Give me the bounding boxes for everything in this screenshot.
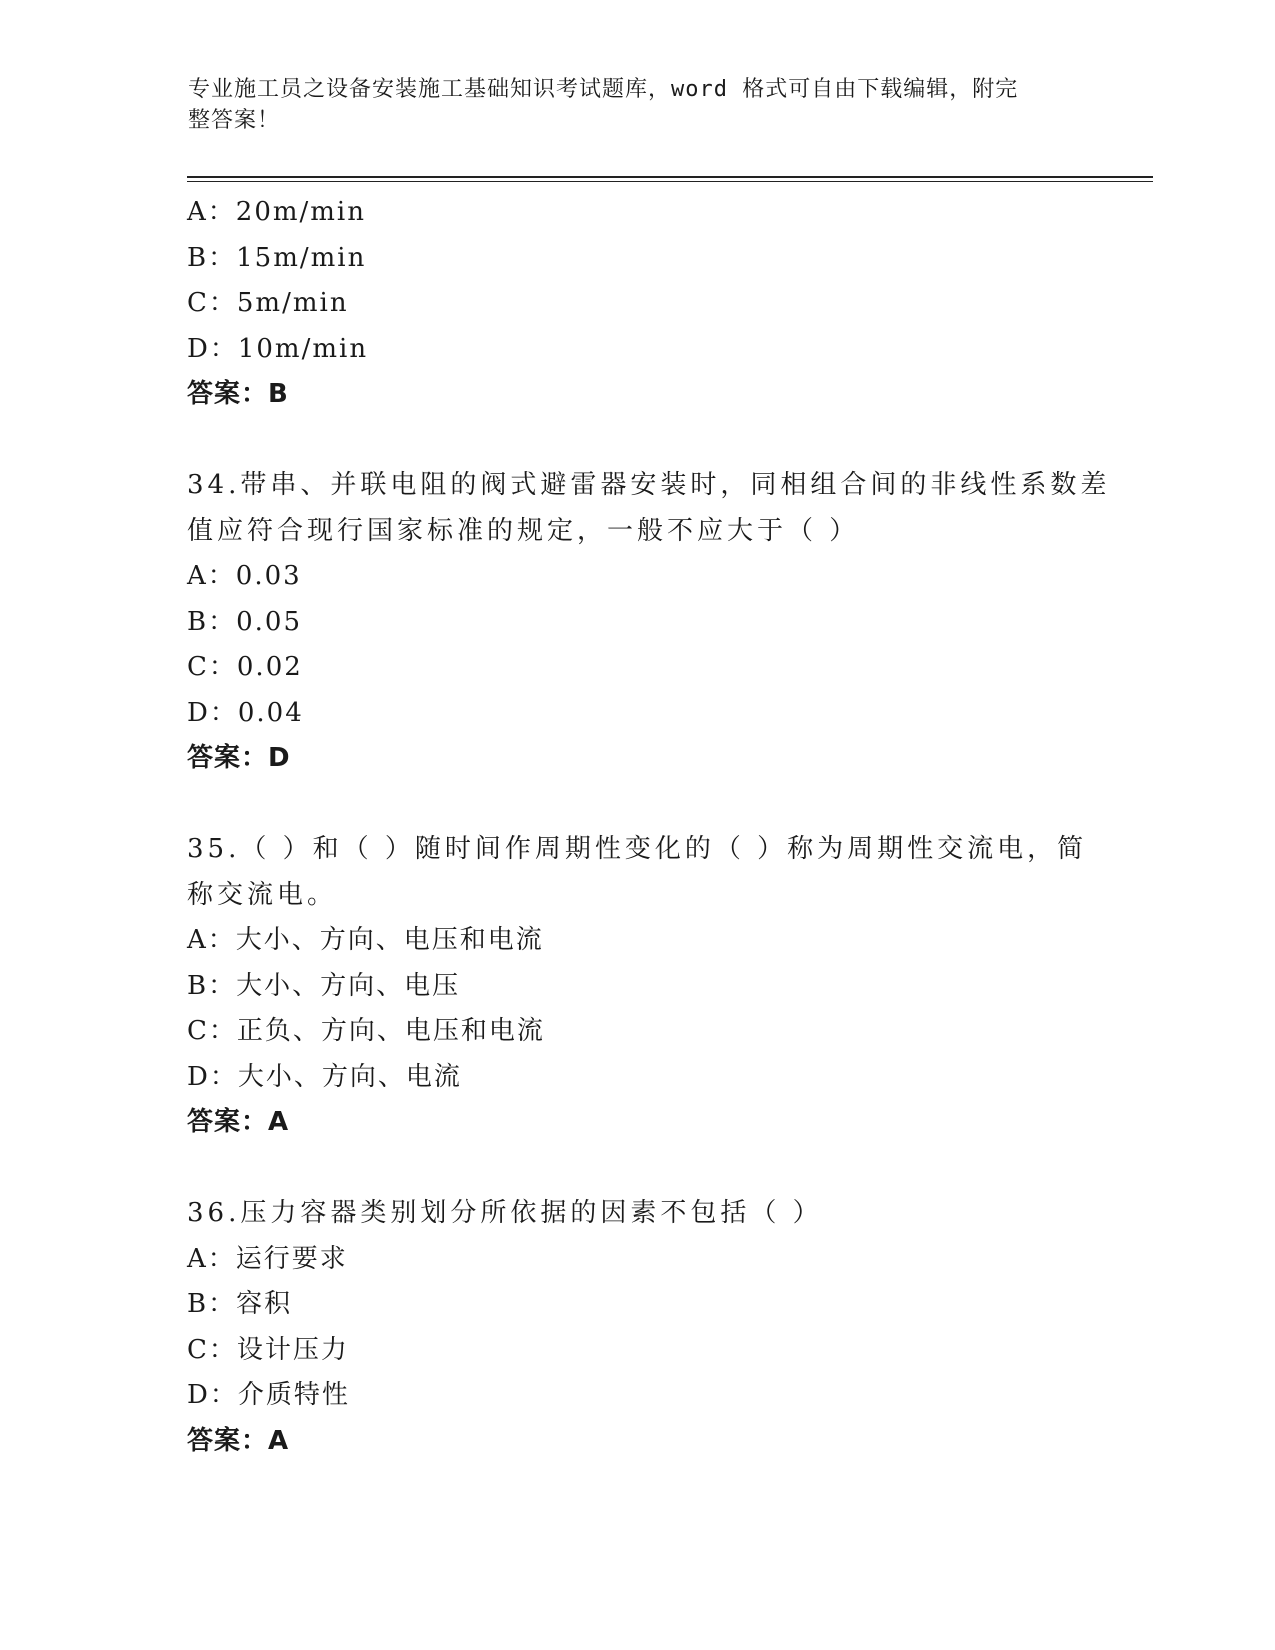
option-b: B：15m/min (187, 242, 367, 273)
option-d: D：0.04 (187, 697, 304, 728)
option-d: D：10m/min (187, 333, 369, 364)
question-35 (187, 827, 1087, 1146)
option-c: C：0.02 (187, 652, 303, 682)
spacer (187, 1146, 1087, 1192)
question-list (187, 190, 1111, 1464)
option-c: C：正负、方向、电压和电流 (187, 1016, 545, 1046)
option-b: B：0.05 (187, 606, 302, 637)
question-34 (187, 463, 1111, 782)
option-d: D：大小、方向、电流 (187, 1061, 462, 1092)
option-b: B：容积 (187, 1289, 293, 1319)
spacer (187, 782, 1087, 828)
spacer (187, 418, 1087, 464)
answer-line: 答案：B (187, 379, 289, 409)
question-stem: 35.（ ）和（ ）随时间作周期性变化的（ ）称为周期性交流电，简 (187, 834, 1088, 864)
header-divider-thin (187, 181, 1153, 182)
header-line-1: 专业施工员之设备安装施工基础知识考试题库，word 格式可自由下载编辑，附完 (188, 77, 1019, 102)
option-c: C：设计压力 (187, 1334, 349, 1365)
question-36 (187, 1191, 1087, 1464)
question-stem: 36.压力容器类别划分所依据的因素不包括（ ） (187, 1198, 823, 1228)
option-a: A：20m/min (187, 197, 366, 227)
header-line-2: 整答案！ (188, 108, 281, 133)
question-33 (187, 190, 1087, 418)
question-stem-continued: 值应符合现行国家标准的规定，一般不应大于（ ） (187, 515, 860, 546)
option-a: A：大小、方向、电压和电流 (187, 925, 544, 955)
question-stem: 34.带串、并联电阻的阀式避雷器安装时，同相组合间的非线性系数差 (187, 470, 1111, 500)
answer-line: 答案：D (187, 743, 291, 773)
option-d: D：介质特性 (187, 1380, 350, 1410)
option-a: A：运行要求 (187, 1243, 348, 1274)
question-stem-continued: 称交流电。 (187, 879, 338, 910)
option-c: C：5m/min (187, 288, 349, 318)
answer-line: 答案：A (187, 1107, 290, 1137)
header-divider-thick (187, 176, 1153, 178)
answer-line: 答案：A (187, 1425, 290, 1456)
option-a: A：0.03 (187, 561, 302, 591)
document-header (188, 74, 1068, 136)
option-b: B：大小、方向、电压 (187, 970, 461, 1001)
